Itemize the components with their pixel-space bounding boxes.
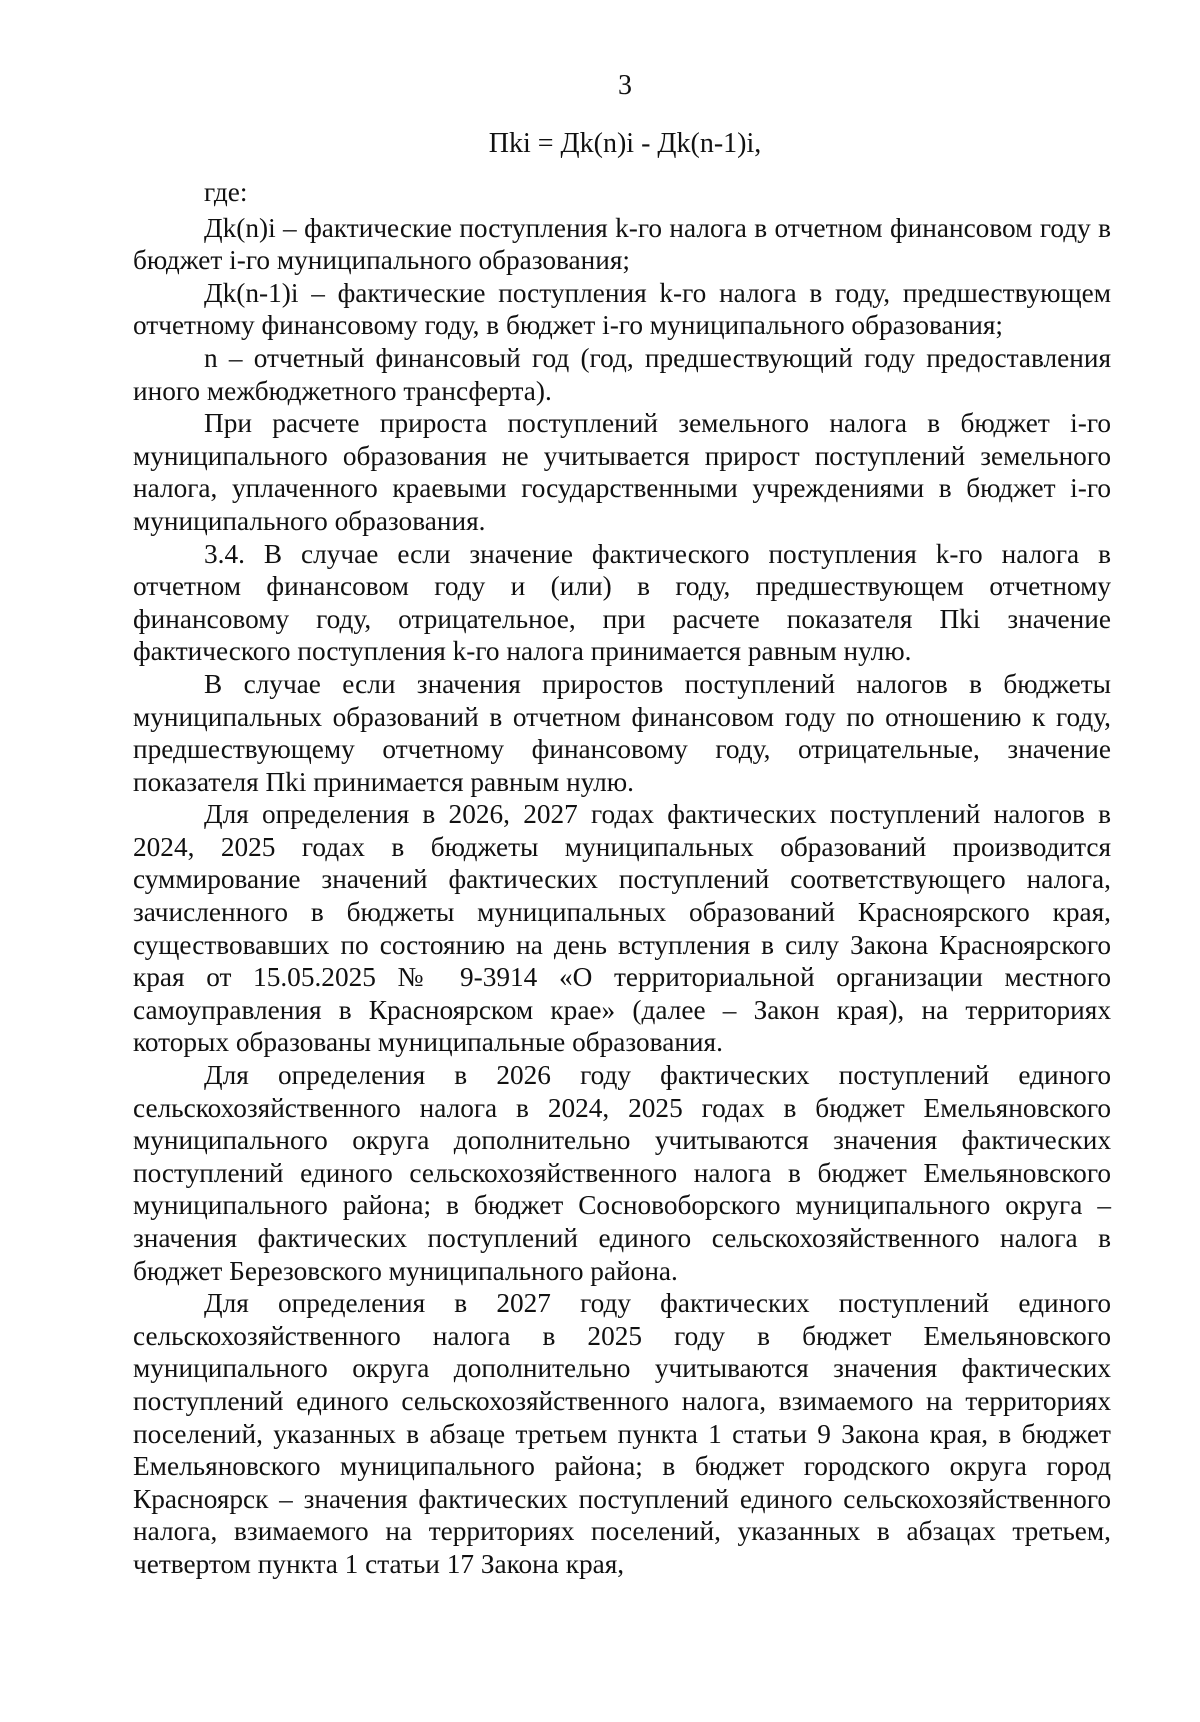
page-number: 3 xyxy=(618,70,632,101)
body-paragraph: Для определения в 2026, 2027 годах фактических поступлений налогов в 2024, 2025 годах в бюджеты муниципальных образований производится суммирование значений фактических поступлений соответствующего налога, зачисленного в бюджеты муниципальных образований Красноярского края, существовавших по состоянию на день вступления в силу Закона Красноярского края от 15.05.2025 № 9-3914 «О территориальной организации местного самоуправления в Красноярском крае» (далее – Закон края), на территориях которых образованы муниципальные образования. xyxy=(133,799,1111,1058)
where-label: где: xyxy=(204,177,248,207)
body-paragraph: В случае если значения приростов поступлений налогов в бюджеты муниципальных образований в отчетном финансовом году по отношению к году, предшествующему отчетному финансовому году, отрицательные, значение показателя Пki принимается равным нулю. xyxy=(133,668,1111,797)
document-body xyxy=(133,176,1111,1581)
formula: Пki = Дk(n)i - Дk(n-1)i, xyxy=(488,128,762,159)
body-paragraph: Для определения в 2026 году фактических поступлений единого сельскохозяйственного налога в 2024, 2025 годах в бюджет Емельяновского муниципального округа дополнительно учитываются значения фактических поступлений единого сельскохозяйственного налога в бюджет Емельяновского муниципального района; в бюджет Сосновоборского муниципального округа – значения фактических поступлений единого сельскохозяйственного налога в бюджет Березовского муниципального района. xyxy=(133,1060,1111,1286)
definition-paragraph: Дk(n)i – фактические поступления k-го налога в отчетном финансовом году в бюджет i-го муниципального образования; xyxy=(133,212,1111,276)
clause-paragraph: 3.4. В случае если значение фактического поступления k-го налога в отчетном финансовом году и (или) в году, предшествующем отчетному финансовому году, отрицательное, при расчете показателя Пki значение фактического поступления k-го налога принимается равным нулю. xyxy=(133,538,1111,667)
definition-paragraph: Дk(n-1)i – фактические поступления k-го налога в году, предшествующем отчетному финансовому году, в бюджет i-го муниципального образования; xyxy=(133,277,1111,341)
body-paragraph: При расчете прироста поступлений земельного налога в бюджет i-го муниципального образования не учитывается прирост поступлений земельного налога, уплаченного краевыми государственными учреждениями в бюджет i-го муниципального образования. xyxy=(133,408,1111,536)
definition-paragraph: n – отчетный финансовый год (год, предшествующий году предоставления иного межбюджетного трансферта). xyxy=(133,342,1111,406)
body-paragraph: Для определения в 2027 году фактических поступлений единого сельскохозяйственного налога в 2025 году в бюджет Емельяновского муниципального округа дополнительно учитываются значения фактических поступлений единого сельскохозяйственного налога, взимаемого на территориях поселений, указанных в абзаце третьем пункта 1 статьи 9 Закона края, в бюджет Емельяновского муниципального района; в бюджет городского округа город Красноярск – значения фактических поступлений единого сельскохозяйственного налога, взимаемого на территориях поселений, указанных в абзацах третьем, четвертом пункта 1 статьи 17 Закона края, xyxy=(133,1288,1111,1579)
